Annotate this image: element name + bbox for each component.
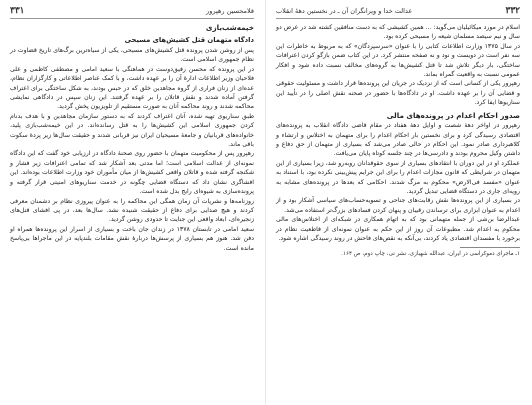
right-section-title: صدور احکام اعدام در پرونده‌های مالی [386, 110, 520, 120]
right-paragraph: رهپرور در اواخر دههٔ شصت و اوایل دههٔ هفتاد در مقام قاضی دادگاه انقلاب به پرونده‌های اقتصادی رسیدگی کرد و برای نخستین بار احکام اعدام را برای متهمان به اختلاس و ارتشاء و کلاهبرداری صادر نمود. این احکام در حالی صادر می‌شد که بسیاری از متهمان از حق دفاع و داشتن وکیل محروم بودند و دادرسی‌ها در چند جلسه کوتاه پایان می‌یافت. [276, 122, 520, 158]
left-section-subtitle: دادگاه متهمان قتل کشیش‌های مسیحی [124, 35, 254, 44]
left-paragraph: روزنامه‌ها و نشریات آن زمان همگی این محاکمه را به عنوان پیروزی نظام بر دشمنان معرفی کردند و هیچ صدایی برای دفاع از حقیقت شنیده نشد. سال‌ها بعد، در پی افشای قتل‌های زنجیره‌ای، ابعاد واقعی این جنایت تا حدودی روشن گردید. [10, 197, 254, 224]
left-paragraph: طبق سناریوی تهیه شده، آنان اعتراف کردند که به دستور سازمان مجاهدین و با هدف بدنام کردن جمهوری اسلامی این کشیش‌ها را به قتل رسانده‌اند. در این خیمه‌شب‌بازی پلید، خانواده‌های قربانیان و جامعهٔ مسیحیان ایران نیز قربانی شدند و حقیقت سال‌ها زیر پردهٔ سکوت باقی ماند. [10, 112, 254, 149]
left-paragraph: رهپرور پس از محکومیت متهمان با حضور روی صحنهٔ دادگاه در ارزیابی خود گفت که این دادگاه نمونه‌ای از عدالت اسلامی است؛ اما مدتی بعد آشکار شد که تمامی اعترافات زیر فشار و شکنجه گرفته شده و قاتلان واقعی کشیش‌ها از میان مأموران خود وزارت اطلاعات بوده‌اند. این افشاگری نشان داد که دستگاه قضایی چگونه در خدمت سناریوهای امنیتی قرار گرفته و پرونده‌سازی به شیوه‌ای رایج بدل شده است. [10, 150, 254, 196]
left-paragraph: سعید امامی در تابستان ۱۳۷۸ در زندان جان باخت و بسیاری از اسرار این پرونده‌ها همراه او دفن شد. هنوز هم بسیاری از پرسش‌ها دربارهٔ نقش مقامات بلندپایه در این ماجراها بی‌پاسخ مانده است. [10, 225, 254, 252]
right-page-header [276, 6, 520, 19]
right-paragraph: عبدالرضا بن‌شی از جمله متهمانی بود که به اتهام همکاری در شبکه‌ای از اختلاس‌های مالی محکوم به اعدام شد. مطبوعات آن روز از این حکم به عنوان نمونه‌ای از قاطعیت نظام در برخورد با مفسدان اقتصادی یاد کردند، بی‌آنکه به نقص‌های فاحش در روند رسیدگی اشاره شود. [276, 216, 520, 243]
left-page-body [10, 23, 254, 253]
right-page-number: ۳۳۲ [505, 6, 520, 16]
footnote-rule [460, 247, 520, 248]
page-gutter [265, 0, 266, 405]
left-section-title: خیمه‌شب‌بازی [205, 23, 254, 32]
right-page-body [276, 23, 520, 258]
right-paragraph: رهپرور یکی از کسانی است که از نزدیک در جریان این پرونده‌ها قرار داشت و مسئولیت حقوقی و قضایی آن را بر عهده داشت. او در دادگاه‌ها با حضور در صحنه نقش اصلی را در تأیید این سناریوها ایفا کرد. [276, 80, 520, 107]
left-page-header [10, 6, 254, 19]
left-paragraph: در این پرونده که محسن رفیق‌دوست در هماهنگی با سعید امامی و مصطفی کاظمی و علی فلاحیان وزیر اطلاعات ادارهٔ آن را بر عهده داشت، و با کمک عناصر اطلاعاتی و کارگزاران نظام، عده‌ای از زنان فراری از گروه مجاهدین خلق که در حبس بودند، به شکل ساختگی برای اعتراف گرفتن آماده شدند و نقش قاتلان را بر عهده گرفتند. این زنان سپس در دادگاهی نمایشی محاکمه شدند و روند محاکمه آنان به صورت مستقیم از تلویزیون پخش گردید. [10, 65, 254, 111]
left-paragraph: پس از روشن شدن پرونده قتل کشیش‌های مسیحی، یکی از سیاه‌ترین برگ‌های تاریخ قضاوت در نظام جمهوری اسلامی است. [10, 47, 254, 64]
left-page [0, 0, 262, 405]
right-paragraph: عملکرد او در این دوران با انتقادهای بسیاری از سوی حقوقدانان روبه‌رو شد، زیرا بسیاری از این متهمان در شرایطی که قانون مجازات اعدام را برای این جرایم پیش‌بینی نکرده بود، با استناد به عنوان «مفسد فی‌الارض» محکوم به مرگ شدند. احکامی که بعدها در پرونده‌های مشابه به رویه‌ای جاری در دستگاه قضایی تبدیل گردید. [276, 159, 520, 195]
left-header-title: قلامحسین رهپرور [206, 7, 254, 15]
left-page-number: ۳۳۱ [10, 6, 25, 16]
right-page [268, 0, 530, 405]
right-paragraph: اسلام در مورد میکائیلیان می‌گوید: ... همین کشیشی که به دست منافقین کشته شد در عرض دو سال و نیم سیصد مسلمان شیعه را مسیحی کرده بود. [276, 24, 520, 41]
right-paragraph: در بسیاری از این پرونده‌ها نقش رقابت‌های جناحی و تسویه‌حساب‌های سیاسی آشکار بود و از اعدام به عنوان ابزاری برای ترساندن رقیبان و پنهان کردن فسادهای بزرگ‌تر استفاده می‌شد. [276, 197, 520, 214]
footnote: ۱ـ ماجرای دموکراسی در ایران، عبدالله شهبازی، نشر نی، چاپ دوم، ص ۱۶۴. [341, 251, 520, 258]
right-paragraph: در سال ۱۳۷۵ وزارت اطلاعات کتابی را با عنوان «سرسپردگان» که به مربوط به خاطرات این سه نفر است در دویست و نود و نه صفحه منتشر کرد. در این کتاب ضمن بازگو کردن اعترافات ساختگی، بار دیگر تلاش شد تا قتل کشیش‌ها به گروه‌های مخالف نسبت داده شود و افکار عمومی نسبت به واقعیت گمراه بماند. [276, 42, 520, 79]
right-header-title: عدالت خدا و ویرانگران آن ـ در نخستین دههٔ انقلاب [276, 7, 413, 15]
